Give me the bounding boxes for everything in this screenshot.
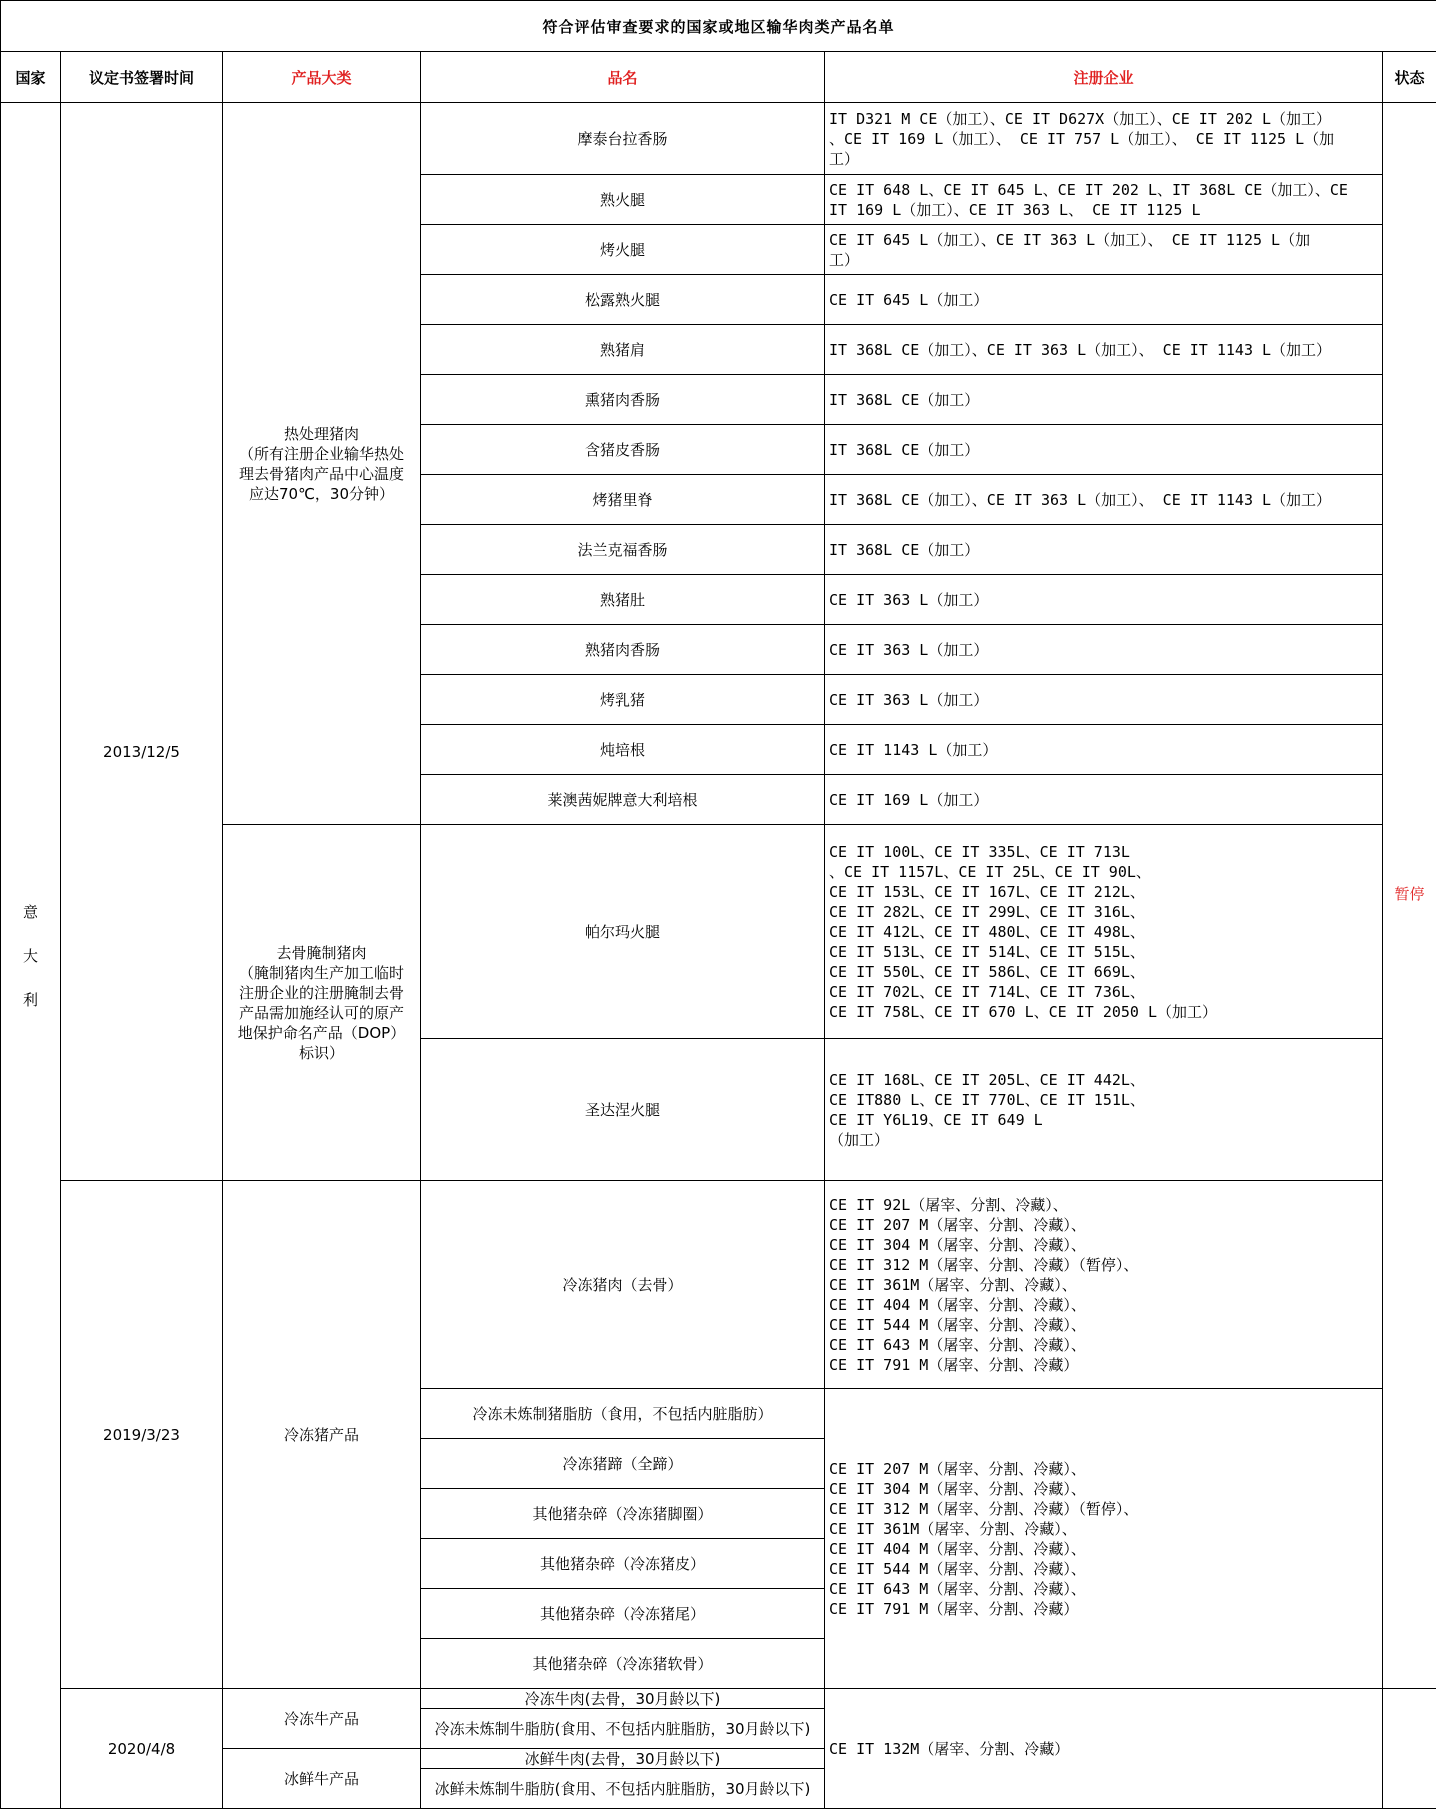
text-line: 、CE IT 169 L（加工）、 CE IT 757 L（加工）、 CE IT 1125 L（加 [829, 129, 1378, 149]
text-line: 标识） [227, 1043, 416, 1063]
enterprise-list [825, 1039, 1383, 1181]
text-line: CE IT 92L（屠宰、分割、冷藏）、 [829, 1195, 1378, 1215]
enterprise-list: CE IT 132M（屠宰、分割、冷藏） [825, 1689, 1383, 1809]
product-name: 含猪皮香肠 [421, 425, 825, 475]
enterprise-list [825, 675, 1383, 725]
text-line: CE IT880 L、CE IT 770L、CE IT 151L、 [829, 1090, 1378, 1110]
text-line: 利 [5, 978, 56, 1022]
product-name: 冰鲜未炼制牛脂肪(食用、不包括内脏脂肪，30月龄以下) [421, 1769, 825, 1809]
product-name: 松露熟火腿 [421, 275, 825, 325]
text-line: CE IT 791 M（屠宰、分割、冷藏） [829, 1599, 1378, 1619]
status-cell-empty [1383, 1689, 1436, 1809]
text-line: CE IT 304 M（屠宰、分割、冷藏）、 [829, 1235, 1378, 1255]
text-line: CE IT 643 M（屠宰、分割、冷藏）、 [829, 1335, 1378, 1355]
enterprise-list [825, 225, 1383, 275]
text-line: 、CE IT 1157L、CE IT 25L、CE IT 90L、 [829, 862, 1378, 882]
enterprise-list [825, 275, 1383, 325]
text-line: CE IT 312 M（屠宰、分割、冷藏）（暂停）、 [829, 1499, 1378, 1519]
text-line: CE IT 643 M（屠宰、分割、冷藏）、 [829, 1579, 1378, 1599]
header-date: 议定书签署时间 [61, 52, 223, 103]
text-line: CE IT 207 M（屠宰、分割、冷藏）、 [829, 1459, 1378, 1479]
text-line: CE IT 702L、CE IT 714L、CE IT 736L、 [829, 982, 1378, 1002]
date-cell: 2020/4/8 [61, 1689, 223, 1809]
text-line: CE IT Y6L19、CE IT 649 L [829, 1110, 1378, 1130]
product-name: 摩泰台拉香肠 [421, 103, 825, 175]
date-cell: 2013/12/5 [61, 103, 223, 1181]
enterprise-list [825, 375, 1383, 425]
enterprise-list [825, 1181, 1383, 1389]
text-line: CE IT 544 M（屠宰、分割、冷藏）、 [829, 1559, 1378, 1579]
text-line: CE IT 412L、CE IT 480L、CE IT 498L、 [829, 922, 1378, 942]
product-name: 莱澳茜妮牌意大利培根 [421, 775, 825, 825]
enterprise-list [825, 103, 1383, 175]
text-line: CE IT 544 M（屠宰、分割、冷藏）、 [829, 1315, 1378, 1335]
text-line: CE IT 550L、CE IT 586L、CE IT 669L、 [829, 962, 1378, 982]
text-line: （加工） [829, 1130, 1378, 1150]
status-cell: 暂停 [1383, 103, 1436, 1689]
text-line: 去骨腌制猪肉 [227, 943, 416, 963]
enterprise-list [825, 725, 1383, 775]
product-name: 熟猪肉香肠 [421, 625, 825, 675]
text-line: CE IT 207 M（屠宰、分割、冷藏）、 [829, 1215, 1378, 1235]
header-enterprise: 注册企业 [825, 52, 1383, 103]
enterprise-list [825, 825, 1383, 1039]
header-row [1, 52, 1436, 103]
text-line: CE IT 361M（屠宰、分割、冷藏）、 [829, 1275, 1378, 1295]
text-line: 地保护命名产品（DOP） [227, 1023, 416, 1043]
text-line: CE IT 100L、CE IT 335L、CE IT 713L [829, 842, 1378, 862]
table-body [1, 103, 1436, 1809]
country-cell [1, 103, 61, 1809]
table-row [1, 1689, 1436, 1709]
product-name: 冷冻未炼制牛脂肪(食用、不包括内脏脂肪，30月龄以下) [421, 1709, 825, 1749]
date-cell: 2019/3/23 [61, 1181, 223, 1689]
product-name: 熏猪肉香肠 [421, 375, 825, 425]
text-line: 工） [829, 250, 1378, 270]
product-name: 烤乳猪 [421, 675, 825, 725]
table-row [1, 1181, 1436, 1389]
product-name: 冰鲜牛肉(去骨，30月龄以下) [421, 1749, 825, 1769]
category-heat-treated [223, 103, 421, 825]
text-line: CE IT 645 L（加工）、CE IT 363 L（加工）、 CE IT 1125 L（加 [829, 230, 1378, 250]
text-line: CE IT 363 L（加工） [829, 690, 1378, 710]
product-name: 熟猪肚 [421, 575, 825, 625]
product-name: 冷冻未炼制猪脂肪（食用，不包括内脏脂肪） [421, 1389, 825, 1439]
product-name: 冷冻牛肉(去骨，30月龄以下) [421, 1689, 825, 1709]
enterprise-list [825, 175, 1383, 225]
product-name: 其他猪杂碎（冷冻猪皮） [421, 1539, 825, 1589]
text-line: CE IT 361M（屠宰、分割、冷藏）、 [829, 1519, 1378, 1539]
text-line: IT 368L CE（加工） [829, 440, 1378, 460]
text-line: 工） [829, 149, 1378, 169]
category-frozen-beef: 冷冻牛产品 [223, 1689, 421, 1749]
text-line: CE IT 168L、CE IT 205L、CE IT 442L、 [829, 1070, 1378, 1090]
header-category: 产品大类 [223, 52, 421, 103]
page-title: 符合评估审查要求的国家或地区输华肉类产品名单 [1, 1, 1436, 52]
product-name: 冷冻猪蹄（全蹄） [421, 1439, 825, 1489]
category-frozen-pork: 冷冻猪产品 [223, 1181, 421, 1689]
product-name: 冷冻猪肉（去骨） [421, 1181, 825, 1389]
text-line: CE IT 513L、CE IT 514L、CE IT 515L、 [829, 942, 1378, 962]
text-line: CE IT 363 L（加工） [829, 590, 1378, 610]
header-status: 状态 [1383, 52, 1436, 103]
text-line: CE IT 1143 L（加工） [829, 740, 1378, 760]
product-name: 帕尔玛火腿 [421, 825, 825, 1039]
enterprise-list [825, 625, 1383, 675]
product-name: 熟火腿 [421, 175, 825, 225]
text-line: CE IT 645 L（加工） [829, 290, 1378, 310]
enterprise-list [825, 475, 1383, 525]
text-line: CE IT 304 M（屠宰、分割、冷藏）、 [829, 1479, 1378, 1499]
text-line: IT D321 M CE（加工）、CE IT D627X（加工）、CE IT 202 L（加工） [829, 109, 1378, 129]
text-line: CE IT 282L、CE IT 299L、CE IT 316L、 [829, 902, 1378, 922]
text-line: 应达70℃，30分钟） [227, 484, 416, 504]
text-line: IT 368L CE（加工） [829, 540, 1378, 560]
product-name: 其他猪杂碎（冷冻猪软骨） [421, 1639, 825, 1689]
enterprise-list [825, 1389, 1383, 1689]
text-line: IT 368L CE（加工）、CE IT 363 L（加工）、 CE IT 1143 L（加工） [829, 490, 1378, 510]
product-name: 烤猪里脊 [421, 475, 825, 525]
text-line: 热处理猪肉 [227, 424, 416, 444]
text-line: CE IT 758L、CE IT 670 L、CE IT 2050 L（加工） [829, 1002, 1378, 1022]
product-name: 其他猪杂碎（冷冻猪脚圈） [421, 1489, 825, 1539]
enterprise-list [825, 775, 1383, 825]
table-row [1, 103, 1436, 175]
text-line: 大 [5, 934, 56, 978]
product-name: 其他猪杂碎（冷冻猪尾） [421, 1589, 825, 1639]
text-line: CE IT 404 M（屠宰、分割、冷藏）、 [829, 1539, 1378, 1559]
product-name: 烤火腿 [421, 225, 825, 275]
text-line: CE IT 648 L、CE IT 645 L、CE IT 202 L、IT 368L CE（加工）、CE [829, 180, 1378, 200]
text-line: IT 368L CE（加工） [829, 390, 1378, 410]
text-line: CE IT 312 M（屠宰、分割、冷藏）（暂停）、 [829, 1255, 1378, 1275]
header-country: 国家 [1, 52, 61, 103]
category-cured [223, 825, 421, 1181]
category-chilled-beef: 冰鲜牛产品 [223, 1749, 421, 1809]
text-line: CE IT 153L、CE IT 167L、CE IT 212L、 [829, 882, 1378, 902]
enterprise-list [825, 525, 1383, 575]
text-line: （腌制猪肉生产加工临时 [227, 963, 416, 983]
product-name: 炖培根 [421, 725, 825, 775]
text-line: 产品需加施经认可的原产 [227, 1003, 416, 1023]
product-name: 法兰克福香肠 [421, 525, 825, 575]
product-name: 圣达涅火腿 [421, 1039, 825, 1181]
text-line: IT 169 L（加工）、CE IT 363 L、 CE IT 1125 L [829, 200, 1378, 220]
text-line: （所有注册企业输华热处 [227, 444, 416, 464]
text-line: IT 368L CE（加工）、CE IT 363 L（加工）、 CE IT 1143 L（加工） [829, 340, 1378, 360]
text-line: CE IT 169 L（加工） [829, 790, 1378, 810]
text-line: CE IT 791 M（屠宰、分割、冷藏） [829, 1355, 1378, 1375]
text-line: 注册企业的注册腌制去骨 [227, 983, 416, 1003]
text-line: 理去骨猪肉产品中心温度 [227, 464, 416, 484]
text-line: 意 [5, 890, 56, 934]
text-line: CE IT 363 L（加工） [829, 640, 1378, 660]
enterprise-list [825, 575, 1383, 625]
text-line: CE IT 404 M（屠宰、分割、冷藏）、 [829, 1295, 1378, 1315]
header-product: 品名 [421, 52, 825, 103]
enterprise-list [825, 425, 1383, 475]
product-name: 熟猪肩 [421, 325, 825, 375]
enterprise-list [825, 325, 1383, 375]
